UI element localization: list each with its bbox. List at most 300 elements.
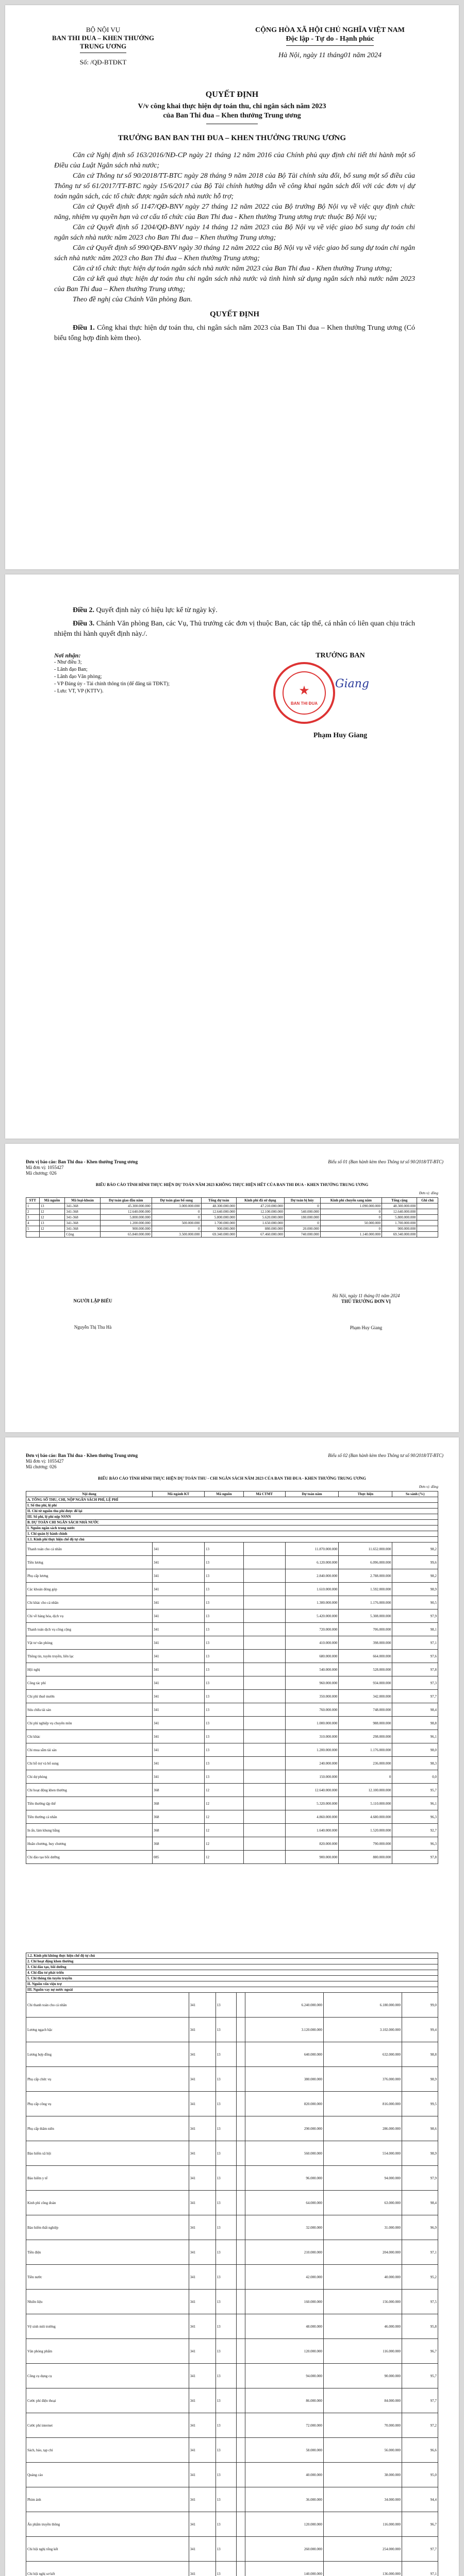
table-cell: 1.300.000.000	[285, 1596, 339, 1609]
table-row	[26, 2141, 438, 2166]
table-cell: 40.000.000	[323, 2265, 402, 2290]
table-cell: 341	[189, 2438, 216, 2463]
table-cell: 97,7	[402, 2388, 438, 2413]
seal-text: BAN THI ĐUA	[291, 701, 318, 706]
table-cell: 96,7	[402, 2339, 438, 2364]
table-cell: 0	[339, 1770, 392, 1784]
table-cell: 341	[153, 1609, 205, 1623]
table-cell: 13	[205, 1730, 244, 1743]
table-cell: 13	[205, 1596, 244, 1609]
table-row	[26, 2265, 438, 2290]
table-cell: 6.240.000.000	[245, 1993, 323, 2018]
table-cell	[243, 1623, 285, 1636]
decides-heading: QUYẾT ĐỊNH	[210, 310, 259, 318]
table-cell: 13	[205, 1543, 244, 1556]
table-cell: 97,8	[392, 1851, 438, 1864]
table-cell: 98,3	[392, 1757, 438, 1770]
issuer-header	[31, 26, 175, 66]
table-row	[26, 1543, 438, 1556]
table-cell: 98,1	[392, 1623, 438, 1636]
section-row	[26, 1531, 438, 1537]
table-cell: Chi khác cho cá nhân	[26, 1596, 153, 1609]
table-cell	[236, 2018, 245, 2042]
report-1-chapter-code: Mã chương: 026	[26, 1171, 57, 1176]
report-2-unit-code: Mã đơn vị: 1055427	[26, 1459, 64, 1464]
table-cell: Công tác phí	[26, 1676, 153, 1690]
table-cell: 1.176.000.000	[339, 1596, 392, 1609]
articles-continued	[54, 605, 415, 639]
table-cell: 988.000.000	[339, 1717, 392, 1730]
table-cell: 341	[153, 1596, 205, 1609]
section-label: 5. Chi thông tin tuyên truyền	[26, 1976, 438, 1981]
table-cell: 341	[189, 1993, 216, 2018]
table-cell: 1.200.000.000	[285, 1743, 339, 1757]
col-header: Ghi chú	[417, 1198, 438, 1204]
report-1-unit-info	[26, 1159, 211, 1176]
table-cell: 748.000.000	[339, 1703, 392, 1717]
section-label: B. DỰ TOÁN CHI NGÂN SÁCH NHÀ NƯỚC	[26, 1520, 438, 1526]
table-row	[26, 2067, 438, 2092]
table-row	[26, 2215, 438, 2240]
table-cell: 97,7	[392, 1690, 438, 1703]
table-cell: 86.000.000	[245, 2388, 323, 2413]
table-row	[26, 1824, 438, 1837]
table-cell: 368	[153, 1824, 205, 1837]
table-cell: 900.000.000	[285, 1851, 339, 1864]
table-cell: 99,0	[402, 1993, 438, 2018]
table-cell: 12	[205, 1851, 244, 1864]
table-cell: 97,8	[392, 1663, 438, 1676]
table-cell: Lương ngạch bậc	[26, 2018, 189, 2042]
table-cell: Bảo hiểm xã hội	[26, 2141, 189, 2166]
section-label: I. Nguồn ngân sách trong nước	[26, 1526, 438, 1531]
table-cell: 13	[216, 2438, 236, 2463]
table-cell: 5.420.000.000	[285, 1609, 339, 1623]
table-cell: 97,9	[402, 2166, 438, 2191]
table-cell: 13	[216, 2562, 236, 2576]
table-cell: 720.000.000	[285, 1623, 339, 1636]
table-cell: 98,9	[402, 2141, 438, 2166]
table-cell: 13	[216, 2388, 236, 2413]
table-cell: 260.000.000	[245, 2537, 323, 2562]
table-row	[26, 1623, 438, 1636]
table-cell: Chi mua sắm tài sản	[26, 1743, 153, 1757]
table-cell: 900.000.000	[100, 1226, 152, 1232]
table-cell	[243, 1569, 285, 1583]
table-cell: 95,2	[402, 2265, 438, 2290]
table-cell: 13	[216, 2042, 236, 2067]
table-cell: 540.000.000	[285, 1663, 339, 1676]
signer-title: TRƯỞNG BAN	[316, 652, 365, 659]
report-2-unit-name: Đơn vị báo cáo: Ban Thi đua - Khen thưởng Trung ương	[26, 1453, 138, 1458]
section-row	[26, 1537, 438, 1543]
table-cell: 0	[152, 1226, 201, 1232]
table-cell: 341	[153, 1757, 205, 1770]
table-cell: 341-368	[65, 1221, 100, 1226]
recipients	[54, 652, 219, 695]
legal-bases	[54, 150, 415, 344]
table-cell: 298.000.000	[339, 1730, 392, 1743]
recipient-item: - Như điều 3;	[54, 659, 82, 665]
table-cell: 341	[189, 2215, 216, 2240]
table-cell: 342.000.000	[339, 1690, 392, 1703]
table-cell: 12	[39, 1209, 65, 1215]
table-cell: 13	[205, 1583, 244, 1596]
report-1-date: Hà Nội, ngày 11 tháng 01 năm 2024	[332, 1293, 400, 1298]
table-cell: 410.000.000	[285, 1636, 339, 1650]
report-2-table-b	[26, 1953, 438, 2576]
table-cell: 96,6	[402, 2438, 438, 2463]
article-3-label: Điều 3.	[73, 620, 95, 628]
table-cell: 816.000.000	[323, 2092, 402, 2116]
table-row	[26, 1583, 438, 1596]
table-cell: 1.520.000.000	[339, 1824, 392, 1837]
table-row	[26, 1757, 438, 1770]
section-label: II. Nguồn vốn viện trợ	[26, 1981, 438, 1987]
table-cell	[243, 1730, 285, 1743]
recipients-label: Nơi nhận:	[54, 652, 81, 659]
table-cell	[243, 1824, 285, 1837]
col-header: Kinh phí đã sử dụng	[236, 1198, 284, 1204]
table-cell: 5.620.000.000	[236, 1215, 284, 1221]
table-cell: 150.000.000	[285, 1770, 339, 1784]
table-cell: Chi thanh toán cho cá nhân	[26, 1993, 189, 2018]
table-cell: 341	[189, 2339, 216, 2364]
table-cell: Lương hợp đồng	[26, 2042, 189, 2067]
table-cell: Phụ cấp công vụ	[26, 2092, 189, 2116]
table-cell: 116.000.000	[323, 2339, 402, 2364]
table-cell: 13	[216, 2067, 236, 2092]
article-2-label: Điều 2.	[73, 606, 94, 614]
section-label: 1. Chi quản lý hành chính	[26, 1531, 438, 1537]
table-cell: 98,4	[402, 2191, 438, 2215]
report-1-head-name: Phạm Huy Giang	[350, 1325, 383, 1330]
report-2-header-row	[26, 1492, 438, 1497]
report-1-table	[26, 1197, 438, 1238]
table-cell: 13	[216, 2092, 236, 2116]
table-cell: 0	[320, 1215, 382, 1221]
table-cell: 13	[205, 1650, 244, 1663]
table-cell: 13	[205, 1569, 244, 1583]
table-row	[26, 1784, 438, 1797]
table-cell: Phụ cấp chức vụ	[26, 2067, 189, 2092]
table-cell: 13	[216, 2265, 236, 2290]
table-cell	[236, 2512, 245, 2537]
table-cell: 136.000.000	[323, 2562, 402, 2576]
table-cell	[243, 1851, 285, 1864]
table-row	[26, 1556, 438, 1569]
table-cell: 341	[153, 1730, 205, 1743]
table-cell: 99,4	[402, 2018, 438, 2042]
section-row	[26, 1981, 438, 1987]
table-cell: 13	[216, 2018, 236, 2042]
table-cell: 1.610.000.000	[285, 1583, 339, 1596]
table-cell	[243, 1663, 285, 1676]
table-cell: 341	[153, 1569, 205, 1583]
table-cell: 97,2	[402, 2413, 438, 2438]
table-cell: 3.500.000.000	[152, 1232, 201, 1238]
table-cell: Chi hoạt động khen thưởng	[26, 1784, 153, 1797]
table-cell: 13	[205, 1609, 244, 1623]
table-cell: 1.640.000.000	[285, 1824, 339, 1837]
table-cell: 84.000.000	[323, 2388, 402, 2413]
table-cell: 96,1	[392, 1730, 438, 1743]
table-row	[26, 2364, 438, 2388]
basis-item: Căn cứ Quyết định số 990/QĐ-BNV ngày 30 tháng 12 năm 2022 của Bộ Nội vụ về việc giao bổ sung dự toán chi ngân sách nhà nước năm 2023 cho Ban Thi đua – Khen thưởng Trung ương;	[54, 244, 415, 262]
table-cell: 1.176.000.000	[339, 1743, 392, 1757]
table-cell: 376.000.000	[323, 2067, 402, 2092]
table-cell: 5	[26, 1226, 40, 1232]
table-cell: 38.000.000	[323, 2463, 402, 2487]
signer-name: Phạm Huy Giang	[313, 732, 368, 739]
section-row	[26, 1987, 438, 1993]
table-cell: 1.000.000.000	[285, 1717, 339, 1730]
table-cell	[236, 2463, 245, 2487]
table-cell: 2	[26, 1209, 40, 1215]
section-label: III. Nguồn vay nợ nước ngoài	[26, 1987, 438, 1993]
table-cell	[236, 2092, 245, 2116]
report-2-page	[5, 1437, 459, 2576]
table-row	[26, 1215, 438, 1221]
col-header: Nội dung	[26, 1492, 153, 1497]
table-cell: Phim ảnh	[26, 2487, 189, 2512]
table-cell: 5.800.000.000	[382, 1215, 417, 1221]
table-row	[26, 2042, 438, 2067]
decision-subject	[5, 102, 459, 121]
table-cell: 341	[189, 2463, 216, 2487]
table-cell: 341	[189, 2314, 216, 2339]
table-cell: 528.000.000	[339, 1663, 392, 1676]
table-cell: 0	[320, 1226, 382, 1232]
report-2-title: BIỂU BÁO CÁO TÌNH HÌNH THỰC HIỆN DỰ TOÁN THU - CHI NGÂN SÁCH NĂM 2023 CỦA BAN THI ĐUA - KHEN THƯỞNG TRUNG ƯƠNG	[98, 1476, 366, 1481]
section-label: 4. Chi đầu tư phát triển	[26, 1970, 438, 1976]
table-cell	[236, 2067, 245, 2092]
table-cell: 13	[216, 2537, 236, 2562]
table-cell: 0,0	[392, 1770, 438, 1784]
table-row	[26, 1770, 438, 1784]
section-row	[26, 1526, 438, 1531]
section-row	[26, 1959, 438, 1964]
table-cell: Thanh toán cho cá nhân	[26, 1543, 153, 1556]
table-cell: Cộng	[65, 1232, 100, 1238]
table-cell: 341	[189, 2116, 216, 2141]
table-cell: 540.000.000	[284, 1209, 320, 1215]
table-cell: 0	[152, 1215, 201, 1221]
table-cell	[236, 2290, 245, 2314]
table-cell: 65.840.000.000	[100, 1232, 152, 1238]
place-date: Hà Nội, ngày 11 tháng01 năm 2024	[278, 52, 382, 59]
table-cell: 12	[205, 1837, 244, 1851]
table-cell: Chi đào tạo bồi dưỡng	[26, 1851, 153, 1864]
table-cell: 706.000.000	[339, 1623, 392, 1636]
table-cell	[236, 1993, 245, 2018]
report-1-head	[304, 1293, 428, 1331]
table-cell: 341	[153, 1543, 205, 1556]
table-row	[26, 1703, 438, 1717]
table-cell: 4.860.000.000	[285, 1810, 339, 1824]
table-cell	[236, 2166, 245, 2191]
table-row	[26, 2166, 438, 2191]
table-cell: 98,8	[402, 2042, 438, 2067]
table-cell: 12.640.000.000	[100, 1209, 152, 1215]
table-cell: 13	[216, 2290, 236, 2314]
table-row	[26, 1609, 438, 1623]
table-cell: Sửa chữa tài sản	[26, 1703, 153, 1717]
table-row	[26, 2240, 438, 2265]
table-cell: Nhiên liệu	[26, 2290, 189, 2314]
table-cell: 40.000.000	[245, 2463, 323, 2487]
table-cell: Thông tin, tuyên truyền, liên lạc	[26, 1650, 153, 1663]
table-cell: 13	[39, 1221, 65, 1226]
col-header: Mã CTMT	[243, 1492, 285, 1497]
table-cell	[236, 2438, 245, 2463]
national-underline	[286, 45, 374, 46]
table-cell: 48.300.000.000	[201, 1204, 236, 1209]
table-cell: 5.800.000.000	[201, 1215, 236, 1221]
table-cell: 210.000.000	[245, 2240, 323, 2265]
table-cell: 3.102.000.000	[323, 2018, 402, 2042]
table-cell: 368	[153, 1797, 205, 1810]
table-cell: 900.000.000	[201, 1226, 236, 1232]
table-cell: 341	[153, 1623, 205, 1636]
col-header: Dự toán bị hủy	[284, 1198, 320, 1204]
table-cell	[39, 1232, 65, 1238]
article-1	[54, 323, 415, 344]
table-cell: 90.000.000	[323, 2364, 402, 2388]
table-cell: 13	[216, 2191, 236, 2215]
col-header: Dự toán giao đầu năm	[100, 1198, 152, 1204]
table-cell: 120.000.000	[245, 2512, 323, 2537]
table-cell	[243, 1556, 285, 1569]
article-2-text: Quyết định này có hiệu lực kể từ ngày ký.	[96, 606, 218, 614]
table-cell: Chi khác	[26, 1730, 153, 1743]
recipient-item: - Lãnh đạo Ban;	[54, 667, 88, 672]
table-cell: 085	[153, 1851, 205, 1864]
table-cell	[236, 2314, 245, 2339]
table-cell: 341	[189, 2265, 216, 2290]
report-1-title: BIỂU BÁO CÁO TÌNH HÌNH THỰC HIỆN DỰ TOÁN NĂM 2023 KHÔNG THỰC HIỆN HẾT CỦA BAN THI ĐUA - KHEN THƯỞNG TRUNG ƯƠNG	[95, 1182, 369, 1187]
table-cell: 96,3	[392, 1837, 438, 1851]
table-cell	[243, 1609, 285, 1623]
section-label: II. Chi từ nguồn thu phí được để lại	[26, 1509, 438, 1514]
table-cell: 98,9	[402, 2067, 438, 2092]
document-number: Số: /QĐ-BTĐKT	[79, 58, 127, 66]
table-cell: 640.000.000	[245, 2042, 323, 2067]
article-1-text: Công khai thực hiện dự toán thu, chi ngân sách năm 2023 của Ban Thi đua – Khen thưởng Trung ương (Có biểu tổng hợp đính kèm theo).	[54, 324, 415, 342]
table-cell: 12	[205, 1784, 244, 1797]
col-header: So sánh (%)	[392, 1492, 438, 1497]
authority-line: TRƯỞNG BAN BAN THI ĐUA – KHEN THƯỞNG TRUNG ƯƠNG	[118, 134, 346, 142]
table-cell: 790.000.000	[339, 1837, 392, 1851]
table-cell: 48.300.000.000	[382, 1204, 417, 1209]
table-cell: 341	[153, 1650, 205, 1663]
table-cell	[236, 2364, 245, 2388]
table-cell: 4	[26, 1221, 40, 1226]
section-row	[26, 1503, 438, 1509]
table-cell: 1.700.000.000	[382, 1221, 417, 1226]
table-row	[26, 2191, 438, 2215]
table-cell: 69.340.000.000	[382, 1232, 417, 1238]
issuer-agency-2: TRUNG ƯƠNG	[79, 42, 127, 50]
table-row	[26, 1209, 438, 1215]
table-cell	[243, 1583, 285, 1596]
section-label: 1.1. Kinh phí thực hiện chế độ tự chủ	[26, 1537, 438, 1543]
table-cell: 46.000.000	[323, 2314, 402, 2339]
table-cell: 31.000.000	[323, 2215, 402, 2240]
table-cell: 880.000.000	[236, 1226, 284, 1232]
table-cell: 1.200.000.000	[100, 1221, 152, 1226]
table-cell: 290.000.000	[245, 2116, 323, 2141]
issuer-agency: BAN THI ĐUA – KHEN THƯỞNG	[52, 34, 155, 42]
table-cell: 97,1	[392, 1636, 438, 1650]
table-row	[26, 1636, 438, 1650]
table-cell: 13	[216, 2141, 236, 2166]
table-cell: 341	[153, 1556, 205, 1569]
basis-item: Căn cứ Thông tư số 90/2018/TT-BTC ngày 28 tháng 9 năm 2018 của Bộ Tài chính sửa đổi, bổ sung một số điều của Thông tư số 61/2017/TT-BTC ngày 15/6/2017 của Bộ Tài chính hướng dẫn về công khai ngân sách đối với các đơn vị dự toán ngân sách, các tổ chức được ngân sách nhà nước hỗ trợ;	[54, 172, 415, 200]
table-cell	[417, 1204, 438, 1209]
section-row	[26, 1514, 438, 1520]
table-cell: 98,2	[392, 1543, 438, 1556]
red-seal	[273, 662, 335, 724]
table-cell: 13	[205, 1703, 244, 1717]
table-cell: 98,8	[392, 1717, 438, 1730]
table-cell	[243, 1717, 285, 1730]
table-cell: 286.000.000	[323, 2116, 402, 2141]
table-cell: 236.000.000	[339, 1757, 392, 1770]
table-cell: 95,8	[402, 2314, 438, 2339]
table-cell: 820.000.000	[285, 1837, 339, 1851]
table-cell	[243, 1797, 285, 1810]
basis-item: Căn cứ Quyết định số 1147/QĐ-BNV ngày 27 tháng 12 năm 2022 của Bộ trưởng Bộ Nội vụ về việc quy định chức năng, nhiệm vụ quyền hạn và cơ cấu tổ chức của Ban Thi đua - Khen thưởng Trung ương trực thuộc Bộ Nội vụ;	[54, 203, 415, 221]
article-3	[54, 619, 415, 639]
table-cell: 116.000.000	[323, 2512, 402, 2537]
table-cell: 34.000.000	[323, 2487, 402, 2512]
table-cell: 6.096.000.000	[339, 1556, 392, 1569]
table-cell	[236, 2141, 245, 2166]
table-cell	[417, 1215, 438, 1221]
table-cell: 5.800.000.000	[100, 1215, 152, 1221]
table-cell: 310.000.000	[285, 1730, 339, 1743]
table-cell: 20.000.000	[284, 1226, 320, 1232]
table-cell: Chi dự phòng	[26, 1770, 153, 1784]
table-cell: 13	[216, 1993, 236, 2018]
table-cell: 94.000.000	[245, 2364, 323, 2388]
col-header: STT	[26, 1198, 40, 1204]
table-row	[26, 2413, 438, 2438]
table-cell: 12	[39, 1215, 65, 1221]
table-cell: 368	[153, 1837, 205, 1851]
table-cell: 368	[153, 1810, 205, 1824]
table-cell: 56.000.000	[323, 2438, 402, 2463]
table-cell: 47.210.000.000	[236, 1204, 284, 1209]
table-cell: 98,2	[392, 1569, 438, 1583]
table-cell: 13	[216, 2512, 236, 2537]
table-cell: 880.000.000	[339, 1851, 392, 1864]
basis-item: Căn cứ Quyết định số 1204/QĐ-BNV ngày 14 tháng 12 năm 2023 của Bộ Nội vụ về việc giao bổ sung dự toán chi ngân sách nhà nước năm 2023 cho Ban Thi đua – Khen thưởng Trung ương;	[54, 224, 415, 242]
table-cell: In ấn, làm khung bằng	[26, 1824, 153, 1837]
table-cell: 13	[205, 1717, 244, 1730]
table-cell: 13	[39, 1204, 65, 1209]
table-cell: 97,6	[392, 1650, 438, 1663]
table-cell: Tiền điện	[26, 2240, 189, 2265]
section-row	[26, 1520, 438, 1526]
table-cell: 341	[189, 2191, 216, 2215]
signature: Giang	[335, 677, 369, 690]
table-cell: 3	[26, 1215, 40, 1221]
table-cell: 760.000.000	[285, 1703, 339, 1717]
table-row	[26, 1810, 438, 1824]
table-cell	[243, 1636, 285, 1650]
